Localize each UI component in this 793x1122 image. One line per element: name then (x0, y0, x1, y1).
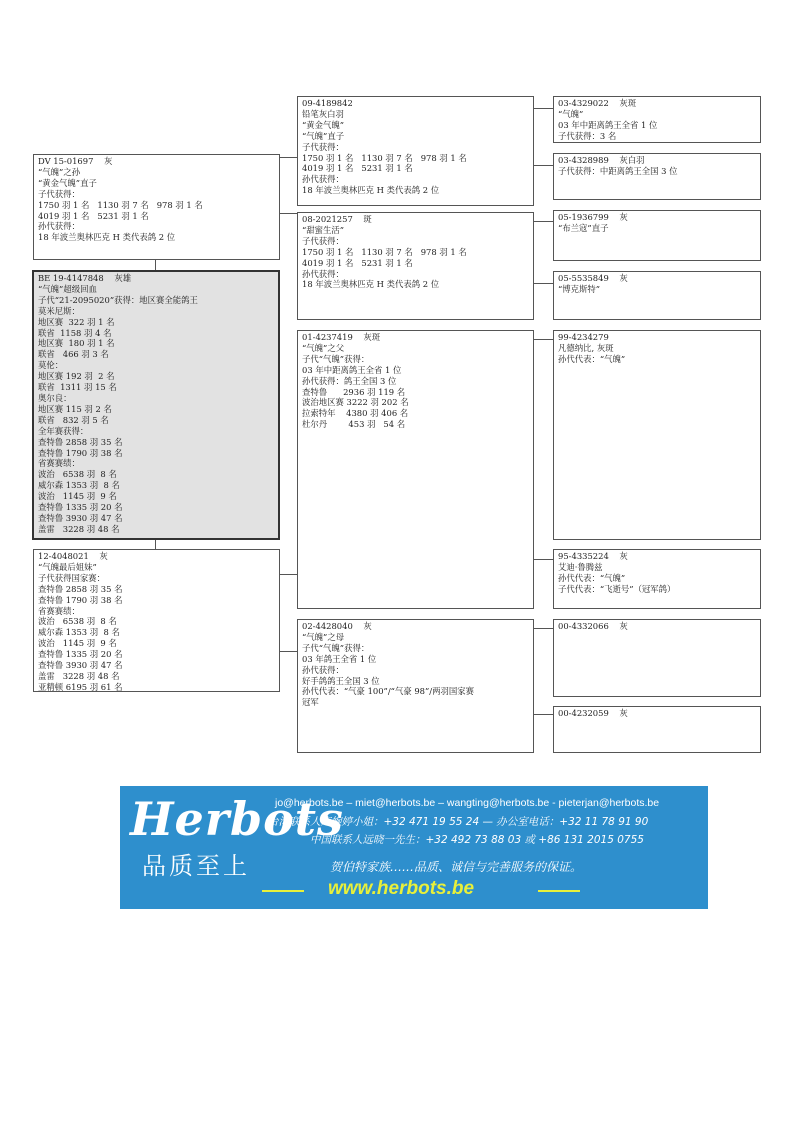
pedigree-line: 00-4332066 灰 (558, 621, 628, 631)
pedigree-line: 莫伦： (38, 360, 64, 371)
pedigree-line: 莫米尼斯： (38, 305, 80, 316)
pedigree-line: 子代“气魄”获得： (302, 353, 370, 364)
pedigree-line: 波治 6538 羽 8 名 (38, 469, 117, 480)
pedigree-line: 波治 6538 羽 8 名 (38, 616, 117, 627)
pedigree-line: 95-4335224 灰 (558, 551, 628, 561)
pedigree-line: 05-1936799 灰 (558, 212, 628, 222)
pedigree-line: 子代“21-2095020”获得：地区赛全能鸽王 (38, 294, 198, 305)
line-sd-to-sds (533, 221, 553, 222)
pedigree-line: 18 年波兰奥林匹克 H 类代表鸽 2 位 (302, 279, 440, 290)
website-left-bar (262, 890, 304, 892)
pedigree-line: 凡德纳比, 灰斑 (558, 342, 614, 353)
pedigree-line: 艾迪·鲁腾兹 (558, 561, 603, 572)
pedigree-line: 孙代获得： (302, 174, 344, 185)
line-ss-to-ssd (533, 165, 553, 166)
pedigree-line: 18 年波兰奥林匹克 H 类代表鸽 2 位 (38, 232, 176, 243)
contact-phones-china: 中国联系人远晓一先生：+32 492 73 88 03 或 +86 131 2015 0755 (310, 834, 644, 846)
pedigree-sire-sire-dam (553, 153, 761, 200)
pedigree-line: 杜尔丹 453 羽 54 名 (302, 419, 406, 430)
pedigree-line: 威尔森 1353 羽 8 名 (38, 480, 120, 491)
pedigree-line: 省赛赛绩： (38, 458, 80, 469)
pedigree-line: 省赛赛绩： (38, 605, 80, 616)
contact-phones-taiwan: 台湾联系人卢婉婷小姐：+32 471 19 55 24 — 办公室电话：+32 11 78 91 90 (268, 816, 649, 828)
pedigree-line: 03-4328989 灰白羽 (558, 155, 645, 165)
pedigree-line: 子代获得： (302, 235, 344, 246)
pedigree-line: 波治地区赛 3222 羽 202 名 (302, 397, 409, 408)
pedigree-line: 查特鲁 2858 羽 35 名 (38, 436, 123, 447)
pedigree-line: 4019 羽 1 名 5231 羽 1 名 (302, 257, 413, 268)
pedigree-line: 查特鲁 1335 羽 20 名 (38, 649, 123, 660)
pedigree-line: 00-4232059 灰 (558, 708, 628, 718)
line-dd-to-ddd (533, 714, 553, 715)
pedigree-line: 18 年波兰奥林匹克 H 类代表鸽 2 位 (302, 185, 440, 196)
pedigree-line: 子代代表：“飞逝号”（冠军鸽） (558, 583, 676, 594)
pedigree-line: 1750 羽 1 名 1130 羽 7 名 978 羽 1 名 (302, 246, 467, 257)
pedigree-line: 4019 羽 1 名 5231 羽 1 名 (38, 210, 149, 221)
pedigree-line: 12-4048021 灰 (38, 551, 108, 561)
pedigree-line: “气魄”之孙 (38, 166, 81, 177)
pedigree-line: “气魄”之母 (302, 631, 345, 642)
pedigree-line: 子代获得国家赛： (38, 572, 105, 583)
pedigree-line: BE 19-4147848 灰雄 (38, 273, 132, 283)
pedigree-dam-dam-sire (553, 619, 761, 697)
pedigree-dam-dam-dam (553, 706, 761, 753)
pedigree-line: 08-2021257 斑 (302, 214, 372, 224)
pedigree-line: 联省 1311 羽 15 名 (38, 382, 117, 393)
line-ds-to-dss (533, 339, 553, 340)
pedigree-line: 02-4428040 灰 (302, 621, 372, 631)
pedigree-line: 查特鲁 2858 羽 35 名 (38, 583, 123, 594)
slogan: 品质至上 (142, 852, 250, 880)
pedigree-line: “黄金气魄”直子 (38, 177, 97, 188)
pedigree-line: 冠军 (302, 697, 319, 708)
pedigree-line: 波治 1145 羽 9 名 (38, 491, 117, 502)
pedigree-line: 孙代代表：“气豪 100”/“气豪 98”/两羽国家赛 (302, 686, 474, 697)
line-sire-to-sd (279, 213, 297, 214)
pedigree-line: 铅笔灰白羽 (302, 108, 344, 119)
pedigree-line: 99-4234279 (558, 332, 609, 342)
line-dam-to-dd (279, 651, 297, 652)
pedigree-line: 查特鲁 2936 羽 119 名 (302, 386, 406, 397)
pedigree-line: 亚精顿 6195 羽 61 名 (38, 681, 123, 692)
pedigree-line: “气魄”直子 (302, 130, 345, 141)
contact-emails[interactable]: jo@herbots.be – miet@herbots.be – wangting@herbots.be - pieterjan@herbots.be (275, 797, 660, 809)
pedigree-line: 05-5535849 灰 (558, 273, 628, 283)
pedigree-sire-dam (297, 212, 534, 320)
pedigree-line: 查特鲁 1335 羽 20 名 (38, 502, 123, 513)
pedigree-line: “黄金气魄” (302, 119, 345, 130)
pedigree-line: 全年赛获得： (38, 425, 89, 436)
pedigree-line: 联省 1158 羽 4 名 (38, 327, 112, 338)
pedigree-line: 盖雷 3228 羽 48 名 (38, 523, 120, 534)
herbots-banner (120, 786, 708, 909)
pedigree-line: “气魄” (558, 108, 584, 119)
pedigree-line: 查特鲁 3930 羽 47 名 (38, 512, 123, 523)
line-ds-to-dsd (533, 559, 553, 560)
pedigree-sire-sire-sire (553, 96, 761, 143)
guarantee-text: 贺伯特家族……品质、诚信与完善服务的保证。 (330, 860, 583, 874)
pedigree-dam (33, 549, 280, 692)
line-sire-to-ss (279, 157, 297, 158)
pedigree-line: 01-4237419 灰斑 (302, 332, 381, 342)
pedigree-line: 地区赛 322 羽 1 名 (38, 316, 115, 327)
herbots-logo: Herbots (130, 792, 344, 846)
pedigree-dam-dam (297, 619, 534, 753)
pedigree-dam-sire-sire (553, 330, 761, 540)
line-dam-to-ds (279, 574, 297, 575)
pedigree-dam-sire (297, 330, 534, 609)
pedigree-line: 孙代获得：鸽王全国 3 位 (302, 375, 397, 386)
pedigree-line: 盖雷 3228 羽 48 名 (38, 670, 120, 681)
pedigree-line: 03 年中距离鸽王全省 1 位 (302, 364, 402, 375)
pedigree-line: 联省 832 羽 5 名 (38, 414, 109, 425)
pedigree-line: 孙代获得： (302, 664, 344, 675)
pedigree-line: 地区赛 180 羽 1 名 (38, 338, 115, 349)
pedigree-line: “气魄最后姐妹” (38, 561, 97, 572)
pedigree-line: 03 年鸽王全省 1 位 (302, 653, 377, 664)
pedigree-line: 拉索特年 4380 羽 406 名 (302, 408, 409, 419)
pedigree-sire-sire (297, 96, 534, 206)
pedigree-sire-dam-sire (553, 210, 761, 261)
line-ss-to-sss (533, 108, 553, 109)
website-right-bar (538, 890, 580, 892)
pedigree-line: 09-4189842 (302, 98, 353, 108)
pedigree-line: 03 年中距离鸽王全省 1 位 (558, 119, 658, 130)
pedigree-line: 波治 1145 羽 9 名 (38, 638, 117, 649)
pedigree-line: 子代“气魄”获得： (302, 642, 370, 653)
line-sd-to-sdd (533, 283, 553, 284)
pedigree-line: 子代获得：3 名 (558, 130, 617, 141)
pedigree-line: 4019 羽 1 名 5231 羽 1 名 (302, 163, 413, 174)
pedigree-line: 地区赛 115 羽 2 名 (38, 403, 112, 414)
pedigree-line: 子代获得： (38, 188, 80, 199)
website-link[interactable]: www.herbots.be (328, 878, 475, 899)
pedigree-line: 孙代获得： (38, 221, 80, 232)
pedigree-sire (33, 154, 280, 260)
pedigree-dam-sire-dam (553, 549, 761, 609)
pedigree-line: 子代获得： (302, 141, 344, 152)
pedigree-line: 孙代代表：“气魄” (558, 353, 626, 364)
pedigree-line: 联省 466 羽 3 名 (38, 349, 109, 360)
pedigree-line: 查特鲁 3930 羽 47 名 (38, 660, 123, 671)
pedigree-line: 好手鸽鸽王全国 3 位 (302, 675, 380, 686)
pedigree-sire-dam-dam (553, 271, 761, 320)
pedigree-line: “甜蜜生活” (302, 224, 345, 235)
pedigree-subject (32, 270, 280, 540)
pedigree-line: “博克斯特” (558, 283, 601, 294)
pedigree-line: 孙代代表：“气魄” (558, 572, 626, 583)
pedigree-line: 孙代获得： (302, 268, 344, 279)
pedigree-line: 1750 羽 1 名 1130 羽 7 名 978 羽 1 名 (302, 152, 467, 163)
pedigree-line: “气魄”之父 (302, 342, 345, 353)
pedigree-line: “气魄”超级回血 (38, 283, 97, 294)
pedigree-line: 查特鲁 1790 羽 38 名 (38, 447, 123, 458)
pedigree-line: 03-4329022 灰斑 (558, 98, 637, 108)
pedigree-line: 子代获得：中距离鸽王全国 3 位 (558, 165, 678, 176)
pedigree-line: “布兰寇”直子 (558, 222, 609, 233)
pedigree-line: 查特鲁 1790 羽 38 名 (38, 594, 123, 605)
pedigree-line: 威尔森 1353 羽 8 名 (38, 627, 120, 638)
pedigree-line: 1750 羽 1 名 1130 羽 7 名 978 羽 1 名 (38, 199, 203, 210)
line-dd-to-dds (533, 628, 553, 629)
pedigree-line: 地区赛 192 羽 2 名 (38, 371, 115, 382)
pedigree-line: DV 15-01697 灰 (38, 156, 113, 166)
pedigree-line: 奥尔良： (38, 392, 72, 403)
